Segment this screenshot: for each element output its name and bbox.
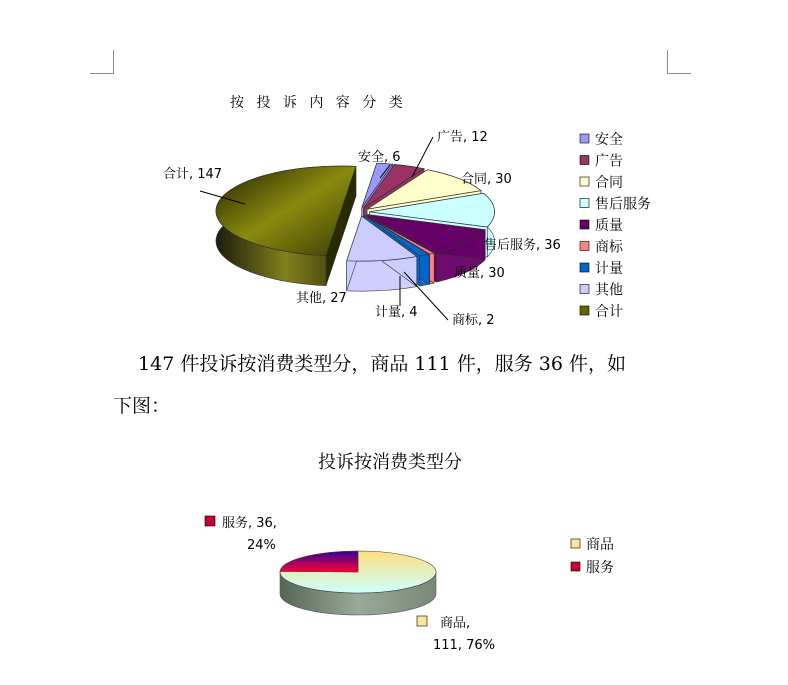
chart2-data-label-services-2: 24%: [247, 538, 276, 553]
chart2-slice-services: [280, 551, 358, 572]
chart1-data-label-ads: 广告, 12: [437, 130, 488, 145]
chart1-data-label-metering: 计量, 4: [375, 305, 418, 320]
chart2-label-swatch-goods: [417, 616, 427, 626]
body-paragraph-line2: 下图：: [113, 395, 171, 417]
chart1-legend-label-ads: 广告: [595, 153, 623, 170]
chart2-legend-label-services: 服务: [586, 560, 614, 576]
chart2-data-label-services-1: 服务, 36,: [222, 516, 277, 531]
chart2-label-swatch-services: [205, 516, 215, 526]
chart1-data-label-quality: 质量, 30: [454, 266, 505, 281]
chart2-data-label-goods-2: 111, 76%: [433, 638, 495, 653]
chart1-data-label-other: 其他, 27: [296, 291, 347, 306]
chart1-legend-label-after-sales: 售后服务: [595, 196, 651, 213]
chart1-legend-swatch-contract: [580, 177, 589, 186]
chart1-legend-label-metering: 计量: [595, 261, 623, 277]
chart1-legend-swatch-trademark: [580, 242, 589, 251]
chart1-data-label-trademark: 商标, 2: [452, 313, 495, 328]
chart1-legend: [580, 132, 651, 320]
chart2-legend-swatch-services: [571, 562, 580, 571]
chart1-legend-swatch-other: [580, 285, 589, 294]
chart1-legend-swatch-total: [580, 306, 589, 315]
chart1-legend-label-other: 其他: [595, 282, 623, 299]
chart2-legend-label-goods: 商品: [586, 537, 614, 553]
body-paragraph-line1: 147 件投诉按消费类型分，商品 111 件，服务 36 件，如: [113, 353, 626, 375]
chart2-legend: [571, 537, 614, 576]
chart1-data-label-contract: 合同, 30: [461, 172, 512, 187]
chart1-legend-label-total: 合计: [595, 304, 623, 320]
chart1-legend-swatch-quality: [580, 220, 589, 229]
chart1-legend-swatch-after-sales: [580, 199, 589, 208]
chart2-legend-swatch-goods: [571, 539, 580, 548]
chart1-data-label-safety: 安全, 6: [358, 150, 401, 165]
chart2-data-label-goods-1: 商品,: [440, 616, 471, 631]
chart1-legend-label-contract: 合同: [595, 175, 623, 191]
chart1-legend-label-quality: 质量: [595, 218, 623, 234]
chart1-title: 按 投 诉 内 容 分 类: [230, 95, 407, 111]
consumption-type-pie-chart: [205, 451, 614, 653]
chart1-legend-label-trademark: 商标: [595, 239, 623, 256]
chart1-legend-label-safety: 安全: [595, 132, 623, 148]
chart2-title: 投诉按消费类型分: [318, 452, 462, 473]
chart1-legend-swatch-metering: [580, 263, 589, 272]
chart1-legend-swatch-ads: [580, 156, 589, 165]
chart1-legend-swatch-safety: [580, 134, 589, 143]
chart1-data-label-total: 合计, 147: [163, 167, 223, 182]
chart1-data-label-after-sales: 售后服务, 36: [484, 238, 561, 253]
complaint-content-pie-chart: [163, 94, 651, 328]
